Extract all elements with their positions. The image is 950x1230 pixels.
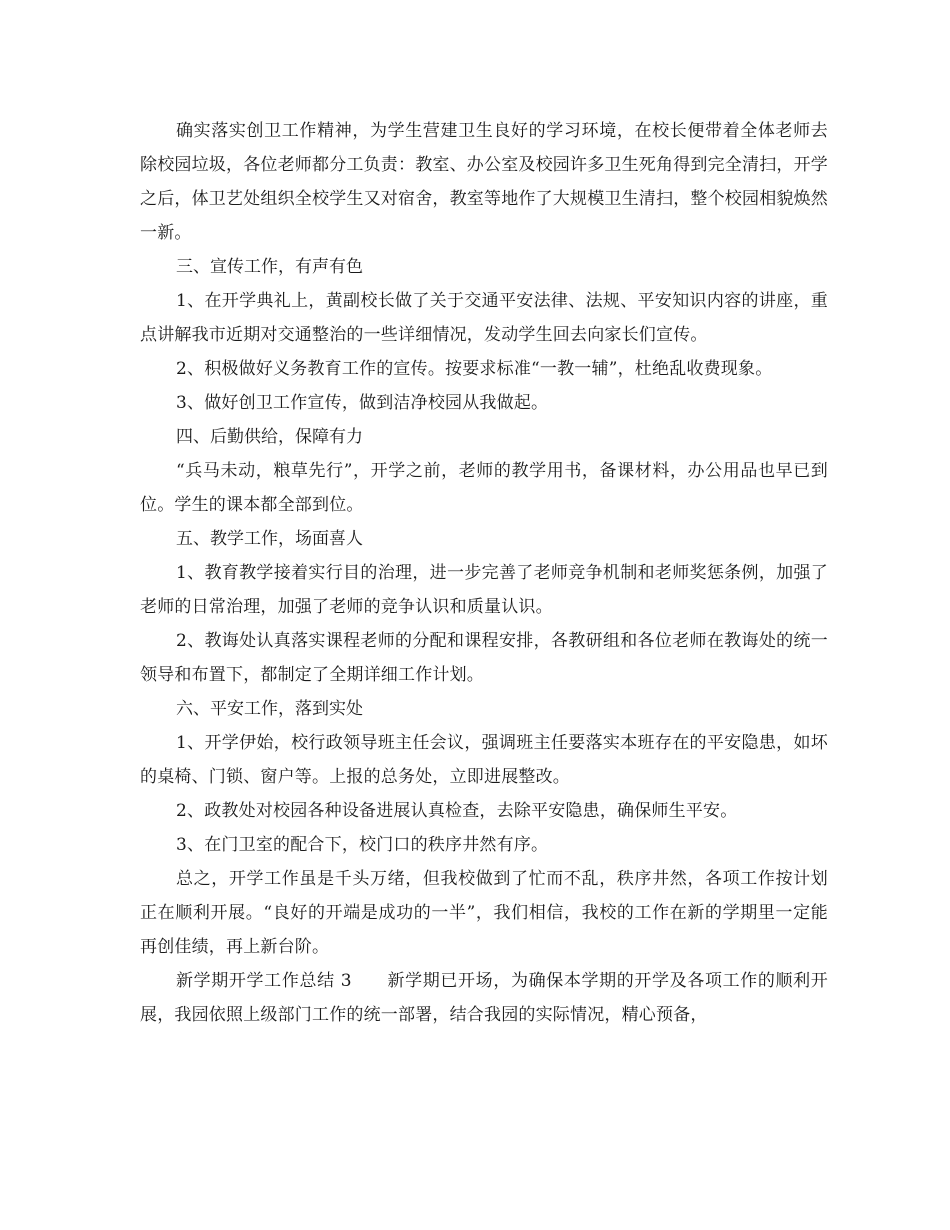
section-heading-publicity: 三、宣传工作，有声有色: [176, 257, 363, 277]
paragraph-publicity-2: 2、积极做好义务教育工作的宣传。按要求标准“一教一辅”，杜绝乱收费现象。: [176, 359, 773, 379]
paragraph-summary-3: 新学期开学工作总结 3 新学期已开场，为确保本学期的开学及各项工作的顺利开展，我园依照上级部门工作的统一部署，结合我园的实际情况，精心预备，: [140, 971, 828, 1025]
paragraph-safety-1: 1、开学伊始，校行政领导班主任会议，强调班主任要落实本班存在的平安隐患，如坏的桌椅、门锁、窗户等。上报的总务处，立即进展整改。: [140, 733, 828, 787]
section-heading-logistics: 四、后勤供给，保障有力: [176, 427, 363, 447]
paragraph-conclusion: 总之，开学工作虽是千头万绪，但我校做到了忙而不乱，秩序井然，各项工作按计划正在顺利开展。“良好的开端是成功的一半”，我们相信，我校的工作在新的学期里一定能再创佳绩，再上新台阶。: [140, 869, 828, 957]
paragraph-publicity-3: 3、做好创卫工作宣传，做到洁净校园从我做起。: [176, 393, 549, 413]
paragraph-safety-3: 3、在门卫室的配合下，校门口的秩序井然有序。: [176, 835, 549, 855]
paragraph-publicity-1: 1、在开学典礼上，黄副校长做了关于交通平安法律、法规、平安知识内容的讲座，重点讲解我市近期对交通整治的一些详细情况，发动学生回去向家长们宣传。: [140, 291, 828, 345]
paragraph-teaching-2: 2、教诲处认真落实课程老师的分配和课程安排，各教研组和各位老师在教诲处的统一领导和布置下，都制定了全期详细工作计划。: [140, 631, 828, 685]
paragraph-safety-2: 2、政教处对校园各种设备进展认真检查，去除平安隐患，确保师生平安。: [176, 801, 738, 821]
paragraph-sanitation: 确实落实创卫工作精神，为学生营建卫生良好的学习环境，在校长便带着全体老师去除校园垃圾，各位老师都分工负责：教室、办公室及校园许多卫生死角得到完全清扫，开学之后，体卫艺处组织全校学生又对宿舍，教室等地作了大规模卫生清扫，整个校园相貌焕然一新。: [140, 121, 828, 243]
paragraph-logistics: “兵马未动，粮草先行”，开学之前，老师的教学用书，备课材料，办公用品也早已到位。学生的课本都全部到位。: [140, 461, 828, 515]
paragraph-teaching-1: 1、教育教学接着实行目的治理，进一步完善了老师竞争机制和老师奖惩条例，加强了老师的日常治理，加强了老师的竞争认识和质量认识。: [140, 563, 828, 617]
section-heading-safety: 六、平安工作，落到实处: [176, 699, 363, 719]
section-heading-teaching: 五、教学工作，场面喜人: [176, 529, 363, 549]
document-body: [140, 114, 828, 1032]
